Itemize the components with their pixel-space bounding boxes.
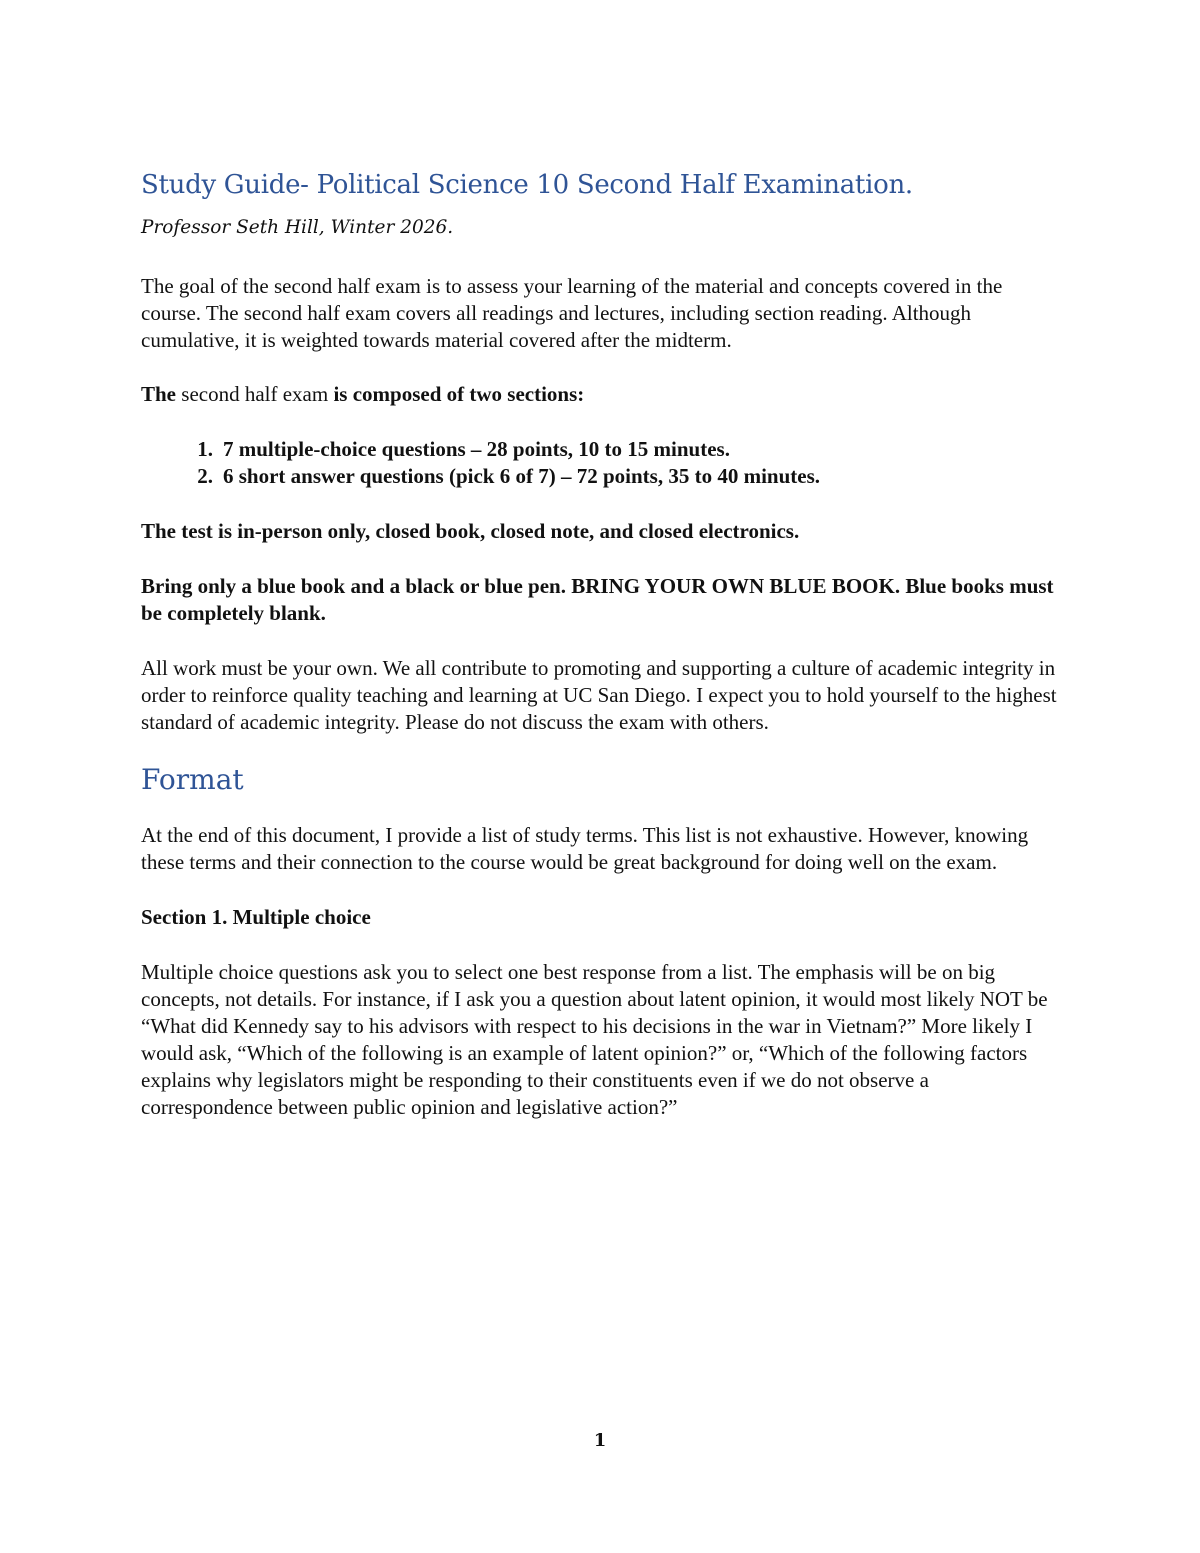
test-rules-line: The test is in-person only, closed book, closed note, and closed electronics.	[141, 519, 800, 543]
document-title: Study Guide- Political Science 10 Second Half Examination.	[141, 170, 913, 200]
sections-line-bold-2: is composed of two sections:	[333, 382, 585, 406]
author-line: Professor Seth Hill, Winter 2026.	[141, 217, 454, 238]
sections-line-normal: second half exam	[176, 382, 334, 406]
format-paragraph: At the end of this document, I provide a list of study terms. This list is not exhaustive. However, knowing these terms and their connection to the course would be great background for doing well on the exam.	[141, 823, 1029, 874]
list-item-number: 2.	[197, 464, 213, 488]
list-item-number: 1.	[197, 437, 213, 461]
section-1-heading: Section 1. Multiple choice	[141, 905, 371, 929]
document-page	[141, 165, 1061, 1121]
academic-integrity-paragraph: All work must be your own. We all contribute to promoting and supporting a culture of academic integrity in order to reinforce quality teaching and learning at UC San Diego. I expect you to hold yourself to the highest standard of academic integrity. Please do not discuss the exam with others.	[141, 656, 1057, 734]
sections-intro-line	[141, 381, 1061, 408]
list-item	[141, 463, 1061, 490]
list-item-text: 7 multiple-choice questions – 28 points, 10 to 15 minutes.	[223, 437, 730, 461]
intro-paragraph: The goal of the second half exam is to assess your learning of the material and concepts covered in the course. The second half exam covers all readings and lectures, including section reading. Although cumulative, it is weighted towards material covered after the midterm.	[141, 274, 1003, 352]
list-item-text: 6 short answer questions (pick 6 of 7) – 72 points, 35 to 40 minutes.	[223, 464, 820, 488]
exam-sections-list	[141, 436, 1061, 490]
format-heading: Format	[141, 763, 244, 796]
sections-line-bold-1: The	[141, 382, 177, 406]
page-number: 1	[593, 1430, 607, 1451]
bring-materials-line: Bring only a blue book and a black or blue pen. BRING YOUR OWN BLUE BOOK. Blue books must be completely blank.	[141, 574, 1054, 625]
list-item	[141, 436, 1061, 463]
multiple-choice-paragraph: Multiple choice questions ask you to select one best response from a list. The emphasis will be on big concepts, not details. For instance, if I ask you a question about latent opinion, it would most likely NOT be “What did Kennedy say to his advisors with respect to his decisions in the war in Vietnam?” More likely I would ask, “Which of the following is an example of latent opinion?” or, “Which of the following factors explains why legislators might be responding to their constituents even if we do not observe a correspondence between public opinion and legislative action?”	[141, 960, 1048, 1119]
